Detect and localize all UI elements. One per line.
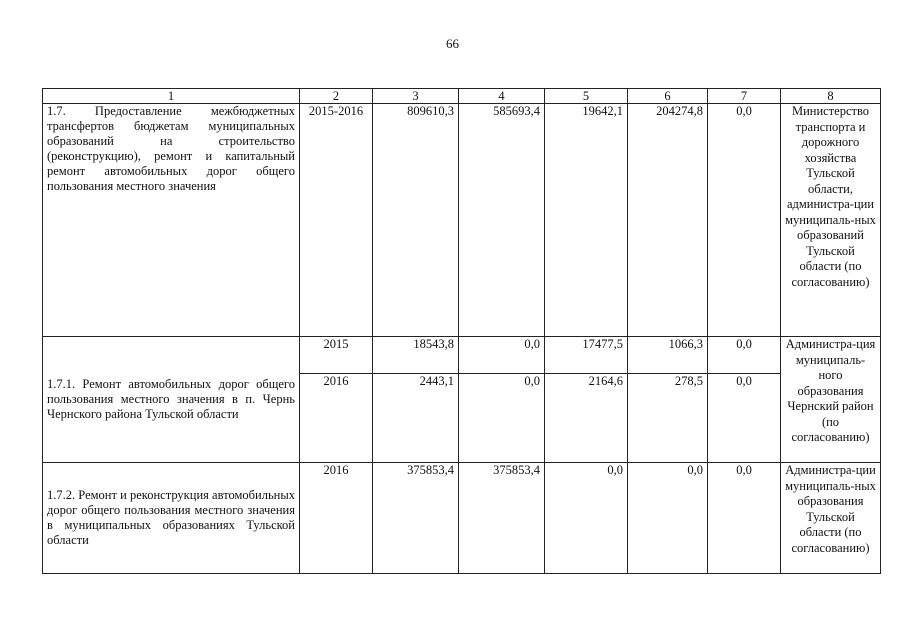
row-description: 1.7.2. Ремонт и реконструкция автомобильных дорог общего пользования местного значения в муниципальных образованиях Тульской области [43,463,300,574]
row-responsible: Министерство транспорта и дорожного хозяйства Тульской области, администра-ции муниципаль-ных образований Тульской области (по согласованию) [781,104,881,337]
cell-col-3: 18543,8 [373,337,459,374]
header-col-5: 5 [545,89,628,104]
cell-col-7: 0,0 [708,463,781,574]
cell-col-4: 585693,4 [459,104,545,337]
cell-col-7: 0,0 [708,374,781,463]
row-period: 2016 [300,374,373,463]
cell-col-6: 1066,3 [628,337,708,374]
budget-table [42,88,881,574]
cell-col-5: 19642,1 [545,104,628,337]
header-col-1: 1 [43,89,300,104]
header-col-3: 3 [373,89,459,104]
cell-col-5: 2164,6 [545,374,628,463]
cell-col-6: 204274,8 [628,104,708,337]
row-description: 1.7.1. Ремонт автомобильных дорог общего пользования местного значения в п. Чернь Чернского района Тульской области [43,337,300,463]
cell-col-7: 0,0 [708,337,781,374]
cell-col-4: 0,0 [459,337,545,374]
row-period: 2015 [300,337,373,374]
cell-col-3: 375853,4 [373,463,459,574]
header-col-4: 4 [459,89,545,104]
header-col-7: 7 [708,89,781,104]
page-number: 66 [446,36,459,51]
row-description: 1.7. Предоставление межбюджетных трансфертов бюджетам муниципальных образований на строительство (реконструкцию), ремонт и капитальный ремонт автомобильных дорог общего пользования местного значения [43,104,300,337]
row-responsible: Администра-ция муниципаль-ного образования Чернский район (по согласованию) [781,337,881,463]
table-row [43,104,881,337]
table-row [43,463,881,574]
header-col-8: 8 [781,89,881,104]
cell-col-7: 0,0 [708,104,781,337]
row-period: 2016 [300,463,373,574]
header-col-2: 2 [300,89,373,104]
row-period: 2015-2016 [300,104,373,337]
cell-col-3: 809610,3 [373,104,459,337]
header-col-6: 6 [628,89,708,104]
cell-col-5: 0,0 [545,463,628,574]
cell-col-3: 2443,1 [373,374,459,463]
cell-col-6: 0,0 [628,463,708,574]
table-row [43,337,881,374]
cell-col-6: 278,5 [628,374,708,463]
cell-col-4: 375853,4 [459,463,545,574]
cell-col-5: 17477,5 [545,337,628,374]
header-row [43,89,881,104]
cell-col-4: 0,0 [459,374,545,463]
row-responsible: Администра-ции муниципаль-ных образования Тульской области (по согласованию) [781,463,881,574]
